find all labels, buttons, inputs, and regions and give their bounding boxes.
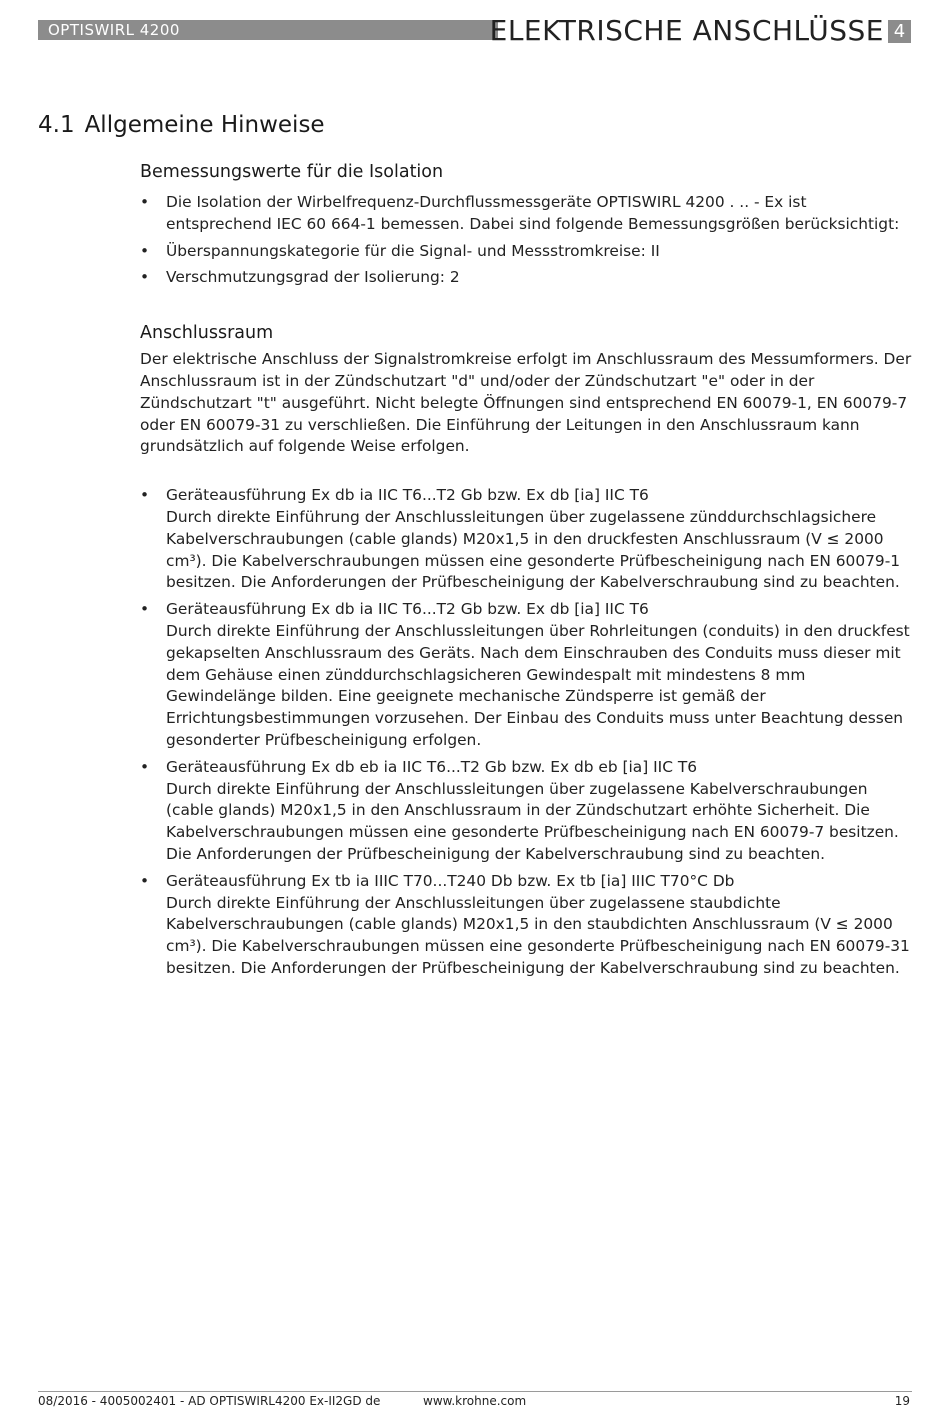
list-item-title: Geräteausführung Ex db eb ia IIC T6...T2 Gb bzw. Ex db eb [ia] IIC T6: [166, 757, 698, 776]
header-product-bar: [38, 20, 498, 40]
list-item-text: Durch direkte Einführung der Anschlussleitungen über zugelassene Kabelverschraubungen (cable glands) M20x1,5 in den Anschlussraum in der Zündschutzart erhöhte Sicherheit. Die Kabelverschraubungen müssen eine gesonderte Prüfbescheinigung nach EN 60079-7 besitzen. Die Anforderungen der Prüfbescheinigung der Kabelverschraubung sind zu beachten.: [166, 779, 899, 863]
chapter-title: ELEKTRISCHE ANSCHLÜSSE: [489, 14, 884, 47]
bullet-icon: •: [140, 486, 150, 505]
section-number: 4.1: [38, 112, 75, 138]
list-item-text: Durch direkte Einführung der Anschlussleitungen über zugelassene zünddurchschlagsichere Kabelverschraubungen (cable glands) M20x1,5 in den druckfesten Anschlussraum (V ≤ 2000 cm³). Die Kabelverschraubungen müssen eine gesonderte Prüfbescheinigung nach EN 60079-1 besitzen. Die Anforderungen der Prüfbescheinigung der Kabelverschraubung sind zu beachten.: [166, 507, 901, 592]
bullet-icon: •: [140, 193, 150, 211]
bullet-icon: •: [140, 268, 150, 287]
list-item: [140, 757, 915, 866]
isolation-list: [140, 192, 915, 289]
list-item-text: Durch direkte Einführung der Anschlussleitungen über zugelassene staubdichte Kabelverschraubungen (cable glands) M20x1,5 in den staubdichten Anschlussraum (V ≤ 2000 cm³). Die Kabelverschraubungen müssen eine gesonderte Prüfbescheinigung nach EN 60079-31 besitzen. Die Anforderungen der Prüfbescheinigung der Kabelverschraubung sind zu beachten.: [166, 893, 910, 977]
list-item: • Verschmutzungsgrad der Isolierung: 2: [140, 267, 915, 289]
page-number: 19: [894, 1394, 910, 1408]
list-item: [140, 599, 915, 752]
terminal-intro: Der elektrische Anschluss der Signalstromkreise erfolgt im Anschlussraum des Messumformers. Der Anschlussraum ist in der Zündschutzart "d" und/oder der Zündschutzart "e" oder in der Zündschutzart "t" ausgeführt. Nicht belegte Öffnungen sind entsprechend EN 60079-1, EN 60079-7 oder EN 60079-31 zu verschließen. Die Einführung der Leitungen in den Anschlussraum kann grundsätzlich auf folgende Weise erfolgen.: [140, 350, 912, 456]
list-item: • Überspannungskategorie für die Signal- und Messstromkreise: II: [140, 241, 915, 263]
terminal-list: [140, 485, 915, 980]
footer-divider: [38, 1391, 912, 1392]
bullet-icon: •: [140, 241, 150, 260]
chapter-number-badge: 4: [888, 20, 911, 43]
list-item-title: Geräteausführung Ex tb ia IIIC T70...T240 Db bzw. Ex tb [ia] IIIC T70°C Db: [166, 871, 735, 890]
bullet-icon: •: [140, 600, 150, 619]
list-item: • Die Isolation der Wirbelfrequenz-Durchflussmessgeräte OPTISWIRL 4200 . .. - Ex ist entsprechend IEC 60 664-1 bemessen. Dabei sind folgende Bemessungsgrößen berücksichtigt:: [140, 193, 900, 233]
terminal-heading: Anschlussraum: [140, 323, 274, 344]
product-name: OPTISWIRL 4200: [48, 21, 180, 39]
list-item-text: Durch direkte Einführung der Anschlussleitungen über Rohrleitungen (conduits) in den druckfest gekapselten Anschlussraum des Geräts. Nach dem Einschrauben des Conduits muss dieser mit dem Gehäuse einen zünddurchschlagsicheren Gewindespalt mit mindestens 8 mm Gewindelänge bilden. Eine geeignete mechanische Zündsperre ist gemäß der Errichtungsbestimmungen vorzusehen. Der Einbau des Conduits muss unter Beachtung dessen gesonderter Prüfbescheinigung erfolgen.: [166, 621, 910, 749]
list-item: [140, 871, 915, 980]
bullet-icon: •: [140, 757, 150, 776]
list-item: [140, 485, 915, 594]
list-item-title: Geräteausführung Ex db ia IIC T6...T2 Gb bzw. Ex db [ia] IIC T6: [166, 486, 649, 505]
bullet-icon: •: [140, 871, 150, 890]
section-title: [38, 110, 325, 140]
page-content: [140, 158, 915, 985]
isolation-heading: Bemessungswerte für die Isolation: [140, 162, 444, 182]
footer-doc-ref: 08/2016 - 4005002401 - AD OPTISWIRL4200 Ex-II2GD de: [38, 1394, 381, 1408]
section-title-text: Allgemeine Hinweise: [84, 112, 325, 138]
footer-website-link[interactable]: www.krohne.com: [423, 1394, 527, 1408]
list-item-title: Geräteausführung Ex db ia IIC T6...T2 Gb bzw. Ex db [ia] IIC T6: [166, 600, 649, 619]
